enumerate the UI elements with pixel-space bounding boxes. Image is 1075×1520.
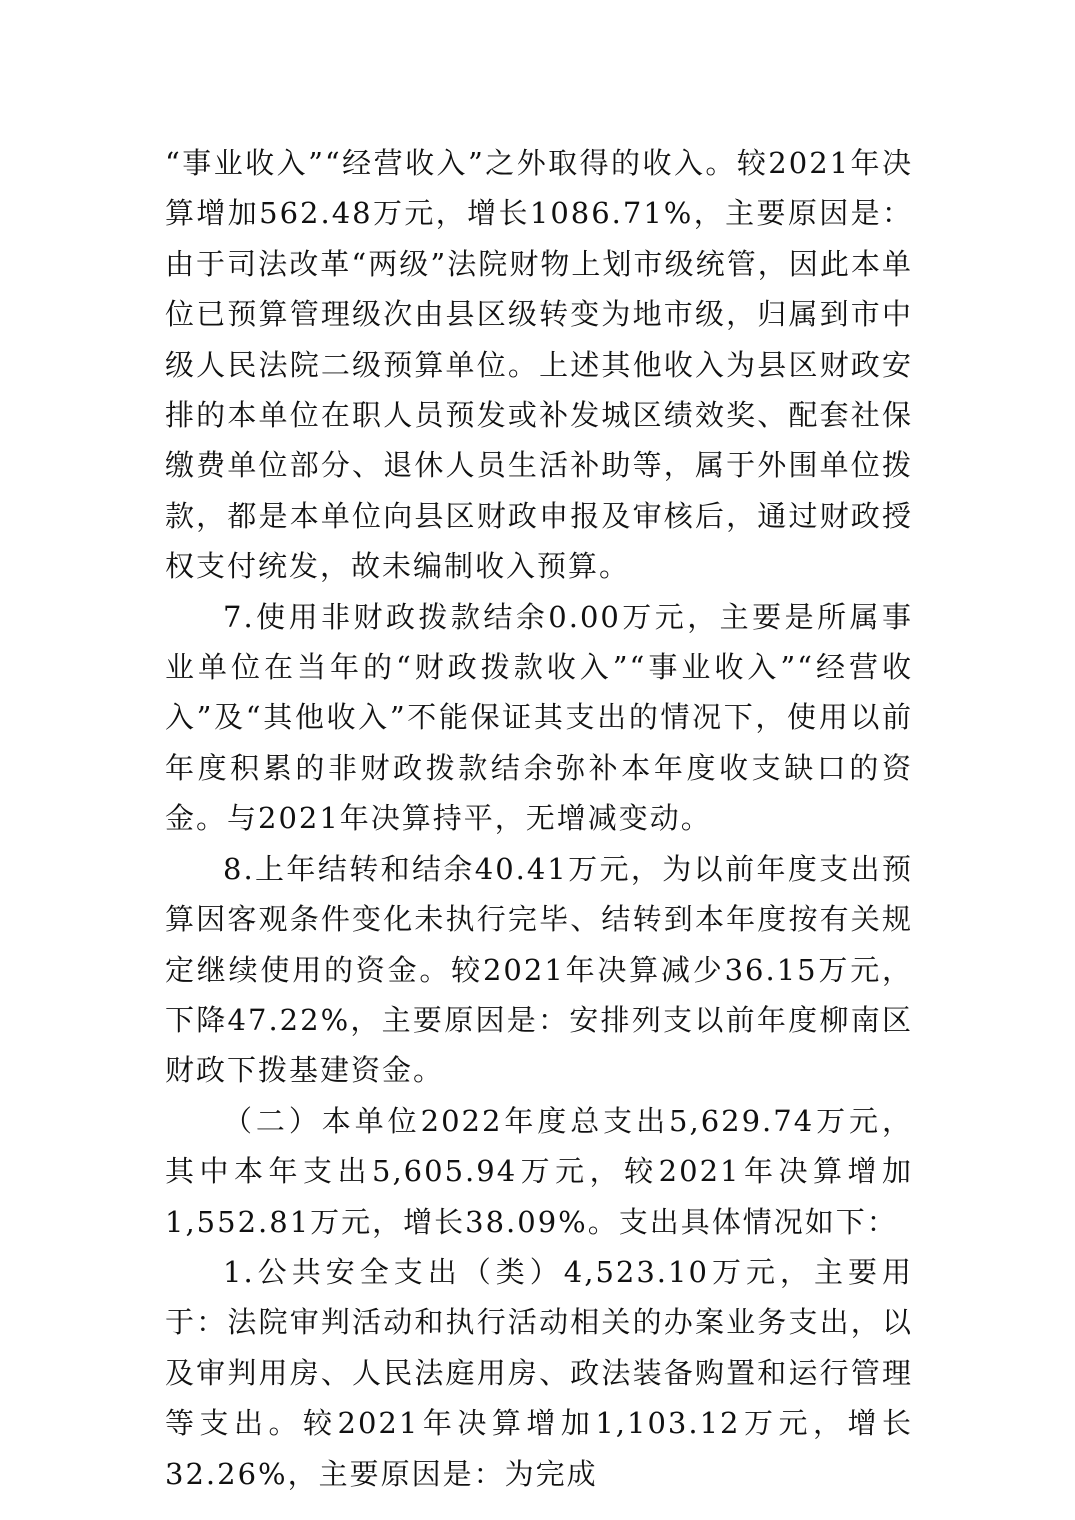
paragraph-non-fiscal-balance: 7.使用非财政拨款结余0.00万元，主要是所属事业单位在当年的“财政拨款收入”“事业收入”“经营收入”及“其他收入”不能保证其支出的情况下，使用以前年度积累的非财政拨款结余弥补本年度收支缺口的资金。与2021年决算持平，无增减变动。 [165, 599, 913, 836]
paragraph-other-income-continued: “事业收入”“经营收入”之外取得的收入。较2021年决算增加562.48万元，增长1086.71%，主要原因是：由于司法改革“两级”法院财物上划市级统管，因此本单位已预算管理级次由县区级转变为地市级，归属到市中级人民法院二级预算单位。上述其他收入为县区财政安排的本单位在职人员预发或补发城区绩效奖、配套社保缴费单位部分、退休人员生活补助等，属于外围单位拨款，都是本单位向县区财政申报及审核后，通过财政授权支付统发，故未编制收入预算。 [165, 146, 913, 584]
paragraph-prior-year-carryover: 8.上年结转和结余40.41万元，为以前年度支出预算因客观条件变化未执行完毕、结转到本年度按有关规定继续使用的资金。较2021年决算减少36.15万元，下降47.22%，主要原因是：安排列支以前年度柳南区财政下拨基建资金。 [165, 851, 913, 1088]
document-body [165, 138, 913, 1499]
paragraph-total-expenditure: （二）本单位2022年度总支出5,629.74万元，其中本年支出5,605.94万元，较2021年决算增加1,552.81万元，增长38.09%。支出具体情况如下： [165, 1103, 913, 1239]
paragraph-public-security-expenditure: 1.公共安全支出（类）4,523.10万元，主要用于：法院审判活动和执行活动相关的办案业务支出，以及审判用房、人民法庭用房、政法装备购置和运行管理等支出。较2021年决算增加1,103.12万元，增长32.26%，主要原因是：为完成 [165, 1254, 913, 1491]
